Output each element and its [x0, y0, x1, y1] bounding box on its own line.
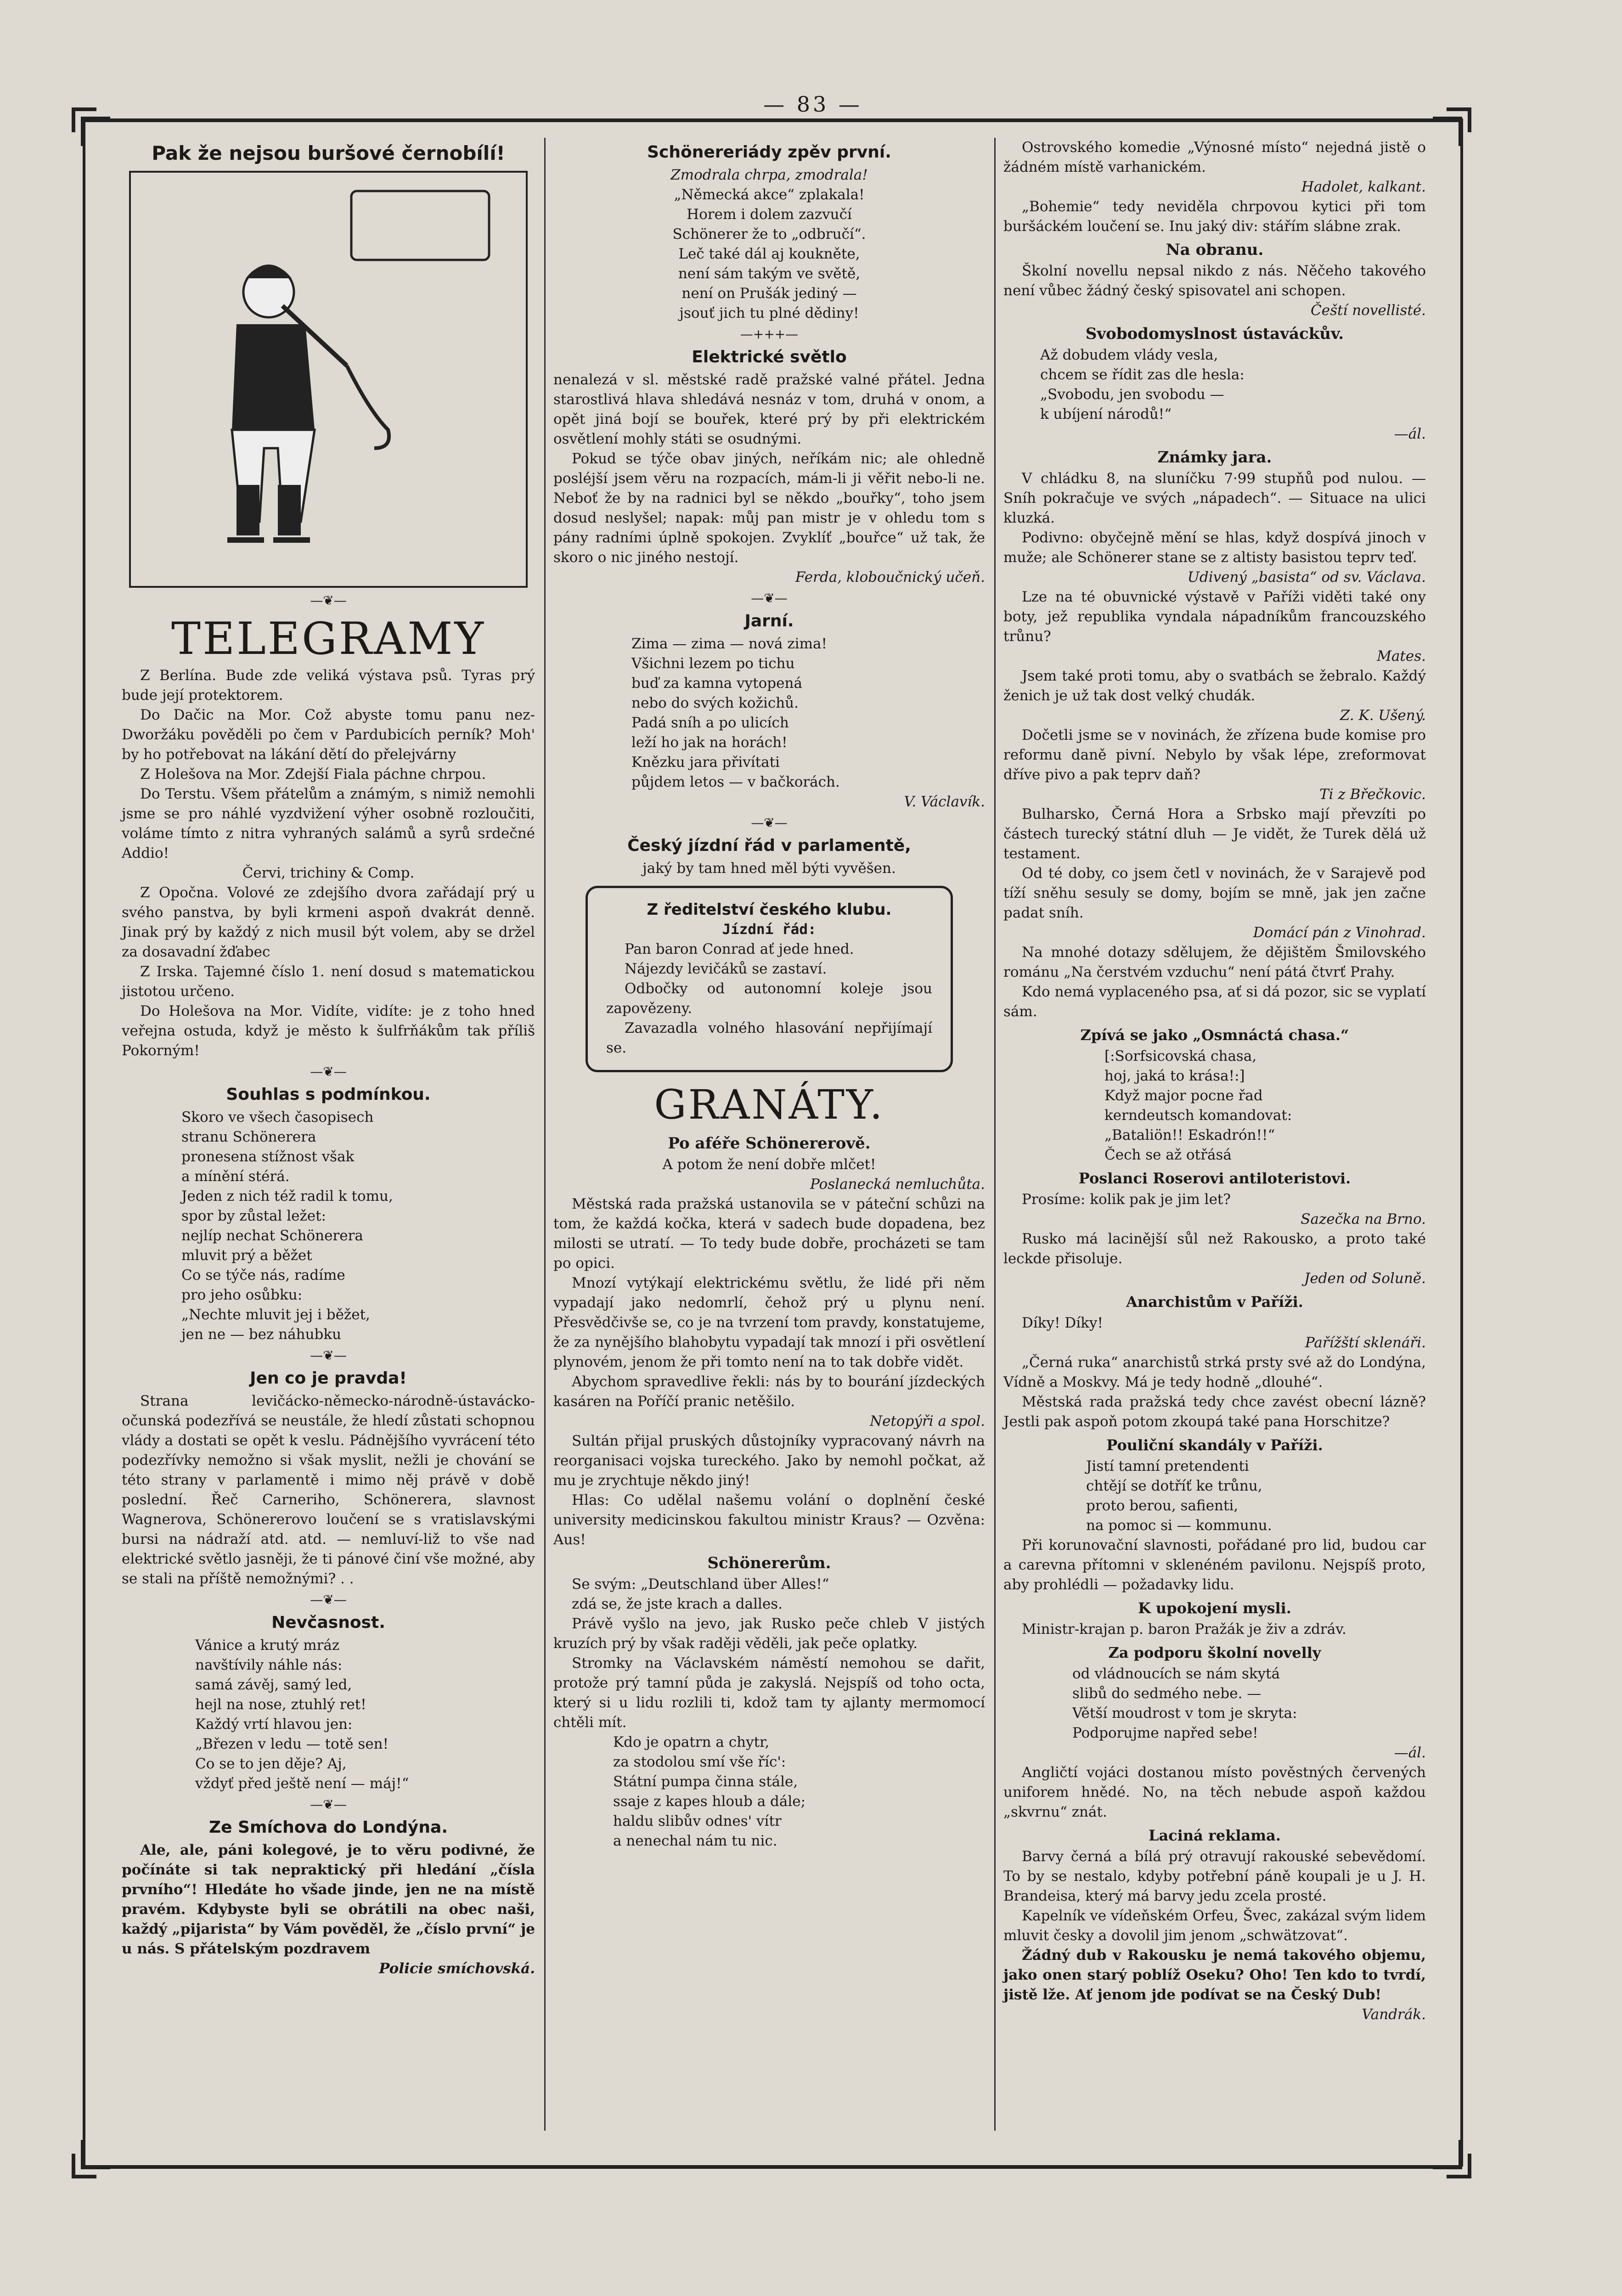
verse-line: na pomoc si — kommunu.: [1086, 1517, 1272, 1534]
telegram-item: Z Berlína. Bude zde veliká výstava psů. Tyras prý bude její protektorem.: [122, 667, 535, 703]
verse-line: „Nechte mluvit jej i běžet,: [181, 1306, 370, 1323]
reklama-paragraph: Žádný dub v Rakousku je nemá takového objemu, jako onen starý poblíž Oseku? Oho! Ten kdo to tvrdí, jistě lže. Ať jenom jde podívat se na Český Dub!: [1003, 1947, 1426, 2003]
ornament-divider: —❦—: [310, 1797, 347, 1812]
smichov-text: Ale, ale, páni kolegové, je to věru podivné, že počínáte si tak nepraktický při hledání „čísla prvního“! Hledáte ho všade jinde, jen ne na místě pravém. Kdybyste byli se obrátili na obec naši, každý „pijarista“ by Vám pověděl, že „číslo první“ je u nás. S přátelským pozdravem: [122, 1842, 535, 1957]
granaty-quote: A potom že není dobře mlčet!: [662, 1156, 876, 1173]
verse-line: Státní pumpa činna stále,: [613, 1773, 798, 1790]
intro-paragraph: Ostrovského komedie „Výnosné místo“ nejedná jistě o žádném místě varhanickém.: [1003, 139, 1426, 175]
verse-line: Knězku jara přivítati: [631, 754, 780, 771]
zebralo-signature: Z. K. Ušený.: [1340, 707, 1426, 724]
verse-line: za stodolou smí vše říc':: [613, 1754, 786, 1770]
cartoon-illustration: [129, 171, 528, 588]
ornament-divider: —❦—: [751, 815, 788, 830]
telegramy-heading: TELEGRAMY: [171, 613, 485, 664]
komise-signature: Ti z Břečkovic.: [1319, 786, 1426, 803]
ornament-divider: —❦—: [310, 1064, 347, 1079]
verse-line: haldu slibův odnes' vítr: [613, 1813, 782, 1829]
verse-line: od vládnoucích se nám skytá: [1072, 1666, 1280, 1682]
anarch-text: Díky! Díky!: [1022, 1315, 1103, 1331]
jarni-signature: V. Václavík.: [904, 793, 985, 810]
verse-line: Skoro ve všech časopisech: [181, 1109, 374, 1125]
granaty-paragraph: Mnozí vytýkají elektrickému světlu, že lidé při něm vypadají jako nedomrlí, čehož prý u plynu není. Přesvědčivše se, co je na tvrzení tom pravdy, konstatujeme, že za nynějšího blahobytu vypadají tak mnozí i při osvětlení plynovém, jenom že při tomto není na to tak dobře vidět.: [553, 1275, 985, 1370]
reklama-paragraph: Barvy černá a bílá prý otravují rakouské sebevědomí. To by se nestalo, kdyby potřební páně koupali je u J. H. Brandeisa, který má barvy jedu zcela prosté.: [1003, 1848, 1426, 1904]
verse-line: samá závěj, samý led,: [195, 1677, 352, 1693]
svetlo-signature: Ferda, kloboučnický učeň.: [795, 569, 985, 585]
granaty-subheading: Po aféře Schönererově.: [668, 1134, 871, 1153]
verse-line: Jeden z nich též radil k tomu,: [181, 1188, 393, 1204]
upokojeni-heading: K upokojení mysli.: [1138, 1599, 1291, 1617]
verse-line: Schönerer že to „odbručí“.: [672, 226, 866, 242]
verse-line: proto berou, safienti,: [1086, 1497, 1239, 1514]
ornament-divider: —❦—: [310, 1592, 347, 1607]
verse-line: Co se to jen děje? Aj,: [195, 1756, 347, 1772]
ornament-divider: —❦—: [310, 1348, 347, 1363]
flute-player-figure: [131, 173, 522, 582]
verse-line: není sám takým ve světě,: [678, 265, 861, 282]
column-2: [553, 138, 985, 1851]
souhlas-poem: [122, 1108, 535, 1345]
korunovace-paragraph: Při korunovační slavnosti, pořádané pro lid, budou car a carevna přítomni v sklenéném pavilonu. Nejspíš proto, aby prohlédli — požadavky lidu.: [1003, 1537, 1426, 1593]
telegram-item: Do Holešova na Mor. Vidíte, vidíte: je z toho hned veřejna ostuda, když je město k šulfrňákům tak příliš Pokorným!: [122, 1003, 535, 1059]
ornament-divider: —❦—: [751, 591, 788, 606]
verse-line: Se svým: „Deutschland über Alles!“: [572, 1576, 829, 1593]
novely-heading: Za podporu školní novelly: [1108, 1644, 1321, 1661]
svobod-poem: [1003, 345, 1426, 424]
intro-signature: Hadolet, kalkant.: [1301, 179, 1426, 195]
sul-signature: Jeden od Soluně.: [1304, 1270, 1426, 1287]
svetlo-text: Pokud se týče obav jiných, neříkám nic; ale ohledně posléjší jsem věru na rozpacích, mám-li ji věřit nebo-li ne. Neboť že by na radnici byl se někdo „bouřky“, toho jsem dosud neslyšel; napak: můj pan mistr je v ohledu tom s pány radními úplně spokojen. Zvyklíť „bouřce“ už tak, že skoro o nic jiného nestojí.: [553, 450, 985, 566]
telegram-item: Z Irska. Tajemné číslo 1. není dosud s matematickou jistotou určeno.: [122, 963, 535, 1000]
reklama-signature: Vandrák.: [1362, 2006, 1426, 2023]
corner-ornament-top-left: [69, 105, 110, 146]
verse-line: k ubíjení národů!“: [1040, 406, 1172, 422]
frame-left-border: [83, 118, 85, 2167]
ornament-divider: —+++—: [740, 326, 799, 342]
znamky-paragraph: Podivno: obyčejně mění se hlas, když dospívá jinoch v muže; ale Schönerer stane se z altisty basistou teprv teď.: [1003, 529, 1426, 566]
poslanci-text: Prosíme: kolik pak je jim let?: [1022, 1191, 1231, 1208]
anarch-heading: Anarchistům v Paříži.: [1126, 1293, 1303, 1311]
verse-line: navštívily náhle nás:: [195, 1657, 343, 1673]
verse-line: zdá se, že jste krach a dalles.: [572, 1596, 783, 1612]
box-subtitle: Jízdní řád:: [722, 921, 817, 938]
box-title: Z ředitelství českého klubu.: [647, 900, 892, 919]
verse-line: půjdem letos — v bačkorách.: [631, 774, 840, 790]
sul-paragraph: Rusko má lacinější sůl než Rakousko, a proto také leckde přisoluje.: [1003, 1231, 1426, 1267]
lazne-paragraph: Městská rada pražská tedy chce zavést obecní lázně? Jestli pak aspoň potom zkoupá také pana Horschitze?: [1003, 1394, 1426, 1430]
svetlo-heading: Elektrické světlo: [692, 348, 847, 366]
smichov-heading: Ze Smíchova do Londýna.: [209, 1818, 448, 1837]
znamky-heading: Známky jara.: [1157, 448, 1272, 467]
verse-line: Když major pocne řad: [1104, 1087, 1263, 1104]
paris-paragraph: Lze na té obuvnické výstavě v Paříži viděti také ony boty, jež republika vyndala nápadníkům francouzského trůnu?: [1003, 589, 1426, 645]
ruka-paragraph: „Černá ruka“ anarchistů strká prsty své až do Londýna, Vídně a Moskvy. Má je tedy hodně „dlouhé“.: [1003, 1354, 1426, 1390]
frame-top-border: [83, 118, 1460, 122]
zpev-heading: Schönereriády zpěv první.: [647, 143, 891, 162]
granaty-paragraph: Abychom spravedlive řekli: nás by to bourání jízdeckých kasáren na Poříčí pranic netěšilo.: [553, 1373, 985, 1410]
novely-poem: [1003, 1664, 1426, 1743]
verse-line: Leč také dál aj koukněte,: [678, 246, 860, 262]
verse-line: Padá sníh a po ulicích: [631, 715, 789, 731]
box-line: Pan baron Conrad ať jede hned.: [625, 941, 854, 957]
obrana-heading: Na obranu.: [1166, 241, 1264, 259]
komise-paragraph: Dočetli jsme se v novinách, že zřízena bude komise pro reformu daně pivní. Nebylo by však lépe, zreformovat dříve pivo a pak teprv daň?: [1003, 727, 1426, 783]
verse-line: stranu Schönerera: [181, 1129, 316, 1145]
verse-line: Podporujme napřed sebe!: [1072, 1725, 1258, 1741]
corner-ornament-top-right: [1433, 105, 1474, 146]
verse-line: není on Prušák jediný —: [681, 285, 857, 302]
verse-line: chcem se řídit zas dle hesla:: [1040, 366, 1245, 383]
verse-line: Všichni lezem po tichu: [631, 655, 795, 672]
nevcasnost-poem: [122, 1636, 535, 1794]
verse-line: Kdo je opatrn a chytr,: [613, 1734, 770, 1750]
verse-line: Čech se až otřásá: [1104, 1147, 1232, 1163]
frame-right-border: [1460, 118, 1463, 2167]
verse-line: leží ho jak na horách!: [631, 734, 788, 751]
verse-line: mluvit prý a běžet: [181, 1247, 312, 1264]
verse-line: vždyť před ještě není — máj!“: [195, 1775, 409, 1792]
verse-line: spor by zůstal ležet:: [181, 1208, 327, 1224]
poslanci-heading: Poslanci Roserovi antiloteristovi.: [1078, 1170, 1351, 1187]
sarajevo-signature: Domácí pán z Vinohrad.: [1253, 924, 1426, 941]
verse-line: pro jeho osůbku:: [181, 1287, 303, 1303]
granaty-paragraph: Městská rada pražská ustanovila se v páteční schůzi na tom, že každá kočka, která v sadech bude dopadena, bez milosti se utratí. — To tedy bude dobře, procházeti se tam po opici.: [553, 1196, 985, 1272]
verse-line: jsouť jich tu plné dědiny!: [679, 305, 859, 321]
verse-line: nejlíp nechat Schönerera: [181, 1227, 363, 1244]
box-line: Zavazadla volného hlasování nepřijímají se.: [606, 1020, 932, 1056]
column-3: [1003, 138, 1426, 2025]
pravda-heading: Jen co je pravda!: [250, 1369, 407, 1388]
zpev-poem: [553, 165, 985, 323]
sarajevo-paragraph: Od té doby, co jsem četl v novinách, že v Sarajevě pod tíží sněhu sesuly se domy, bojím se mně, jak jen začne padat sníh.: [1003, 865, 1426, 921]
page-number: — 83 —: [763, 92, 862, 117]
telegram-item: Z Opočna. Volové ze zdejšího dvora zařádají prý u svého panstva, by byli krmeni aspoň dvakrát denně. Jinak prý by každý z nich musil být volem, aby se držel za dosavadní žďabec: [122, 884, 535, 960]
verse-line: buď za kamna vytopená: [631, 675, 802, 692]
zebralo-paragraph: Jsem také proti tomu, aby o svatbách se žebralo. Každý ženich je už tak dost velký chudák.: [1003, 668, 1426, 704]
angl-paragraph: Angličtí vojáci dostanou místo pověstných červených uniforem hnědé. No, na těch nebude aspoň každou „skvrnu“ znát.: [1003, 1764, 1426, 1820]
skandaly-heading: Pouliční skandály v Paříži.: [1106, 1436, 1323, 1454]
novely-signature: —ál.: [1394, 1745, 1426, 1761]
intro-paragraph: „Bohemie“ tedy neviděla chrpovou kytici při tom buršáckém loučení se. Inu jaký div: stářím slábne zrak.: [1003, 198, 1426, 235]
verse-line: Jistí tamní pretendenti: [1086, 1458, 1249, 1474]
souhlas-heading: Souhlas s podmínkou.: [226, 1085, 431, 1104]
verse-line: Každý vrtí hlavou jen:: [195, 1716, 353, 1733]
skandaly-poem: [1003, 1457, 1426, 1536]
verse-line: Větší moudrost v tom je skryta:: [1072, 1705, 1297, 1722]
verse-line: „Bataliön!! Eskadrón!!“: [1104, 1127, 1275, 1143]
reklama-heading: Laciná reklama.: [1148, 1827, 1281, 1844]
verse-line: slibů do sedmého nebe. —: [1072, 1685, 1262, 1702]
schonererum-heading: Schönererům.: [707, 1554, 831, 1572]
rad-heading: Český jízdní řád v parlamentě,: [627, 836, 911, 855]
nevcasnost-heading: Nevčasnost.: [271, 1613, 385, 1632]
rusko-paragraph: Právě vyšlo na jevo, jak Rusko peče chleb V jistých kruzích prý by však raději věděli, jak peče oplatky.: [553, 1615, 985, 1652]
smichov-signature: Policie smíchovská.: [379, 1960, 535, 1977]
granaty-heading: GRANÁTY.: [654, 1081, 884, 1128]
reklama-paragraph: Kapelník ve vídeňském Orfeu, Švec, zakázal svým lidem mluvit česky a dovolil jim jenom „schwätzovat“.: [1003, 1908, 1426, 1944]
frame-bottom-border: [83, 2165, 1460, 2169]
upokojeni-text: Ministr-krajan p. baron Pražák je živ a zdráv.: [1022, 1621, 1346, 1638]
telegram-item: Do Terstu. Všem přátelům a známým, s nimiž nemohli jsme se pro náhlé vyzdvižení výher osobně rozloučiti, voláme tímto z nitra vyhraných salámů a syrů srdečné Addio!: [122, 786, 535, 861]
granaty-paragraph: Sultán přijal pruských důstojníky vypracovaný návrh na reorganisaci vojska tureckého. Jako by nemohl počkat, až mu je zrychtuje někdo jiný!: [553, 1433, 985, 1489]
column-rule-2: [994, 138, 996, 2131]
obrana-signature: Čeští novellisté.: [1311, 302, 1426, 319]
svobod-heading: Svobodomyslnost ústaváckův.: [1085, 325, 1344, 343]
verse-line: „Německá akce“ zplakala!: [674, 186, 865, 203]
box-line: Odbočky od autonomní koleje jsou zapovězeny.: [606, 980, 932, 1017]
granaty-paragraph: Hlas: Co udělal našemu volání o doplnění české university medicinskou fakultou ministr Kraus? — Ozvěna: Aus!: [553, 1492, 985, 1548]
telegram-item: Z Holešova na Mor. Zdejší Fiala páchne chrpou.: [140, 766, 486, 782]
verse-line: a mínění stérá.: [181, 1168, 290, 1185]
chasa-heading: Zpívá se jako „Osmnáctá chasa.“: [1080, 1026, 1349, 1044]
verse-line: Až dobudem vlády vesla,: [1040, 347, 1218, 363]
verse-line: ssaje z kapes hloub a dále;: [613, 1793, 806, 1810]
verse-line: nebo do svých kožichů.: [631, 695, 799, 711]
telegram-item: Červi, trichiny & Comp.: [242, 865, 415, 881]
rusko-paragraph: Stromky na Václavském náměstí nemohou se dařit, protože prý tamní půda je zakyslá. Nejspíš od toho octa, který si u lidu rozlili ti, kdož tam ty ajlanty mermomocí chtěli mít.: [553, 1655, 985, 1731]
verse-line: Zmodrala chrpa, zmodrala!: [670, 167, 868, 183]
verse-line: Zima — zima — nová zima!: [631, 636, 827, 652]
corner-ornament-bottom-left: [69, 2140, 110, 2181]
verse-line: a nenechal nám tu nic.: [613, 1833, 777, 1849]
poslanci-signature: Sazečka na Brno.: [1301, 1211, 1426, 1227]
granaty-quote-signature: Poslanecká nemluchůta.: [810, 1176, 985, 1193]
svetlo-text: nenalezá v sl. městské radě pražské valné přátel. Jedna starostlivá hlava shledává nesnáz v tom, druhá v onom, a opět jiná bojí se bouřek, které prý by při elektrickém osvětlení mohly státi se osudnými.: [553, 371, 985, 447]
verse-line: hejl na nose, ztuhlý ret!: [195, 1696, 366, 1713]
jarni-heading: Jarní.: [744, 612, 794, 630]
anarch-signature: Pařížští sklenáři.: [1305, 1334, 1426, 1351]
pravda-text: Strana levičácko-německo-národně-ústavácko-očunská podezřívá se neustále, že hledí zůstati schopnou vlády a dostati se opět k veslu. Pádnějšího vyvrácení této podezřívky nemožno si však myslit, nežli je chování se této strany v parlamentě i mimo něj právě v době poslední. Řeč Carneriho, Schönerera, slavnost Wagnerova, Schönererovo loučení se s vratislavskými bursi na nádraží atd. atd. — nemluví-liž to vše nad elektrické světlo jasněji, že ti pánové činí vše možné, aby se stali na příště nemožnými? . .: [122, 1393, 535, 1587]
verse-line: „Svobodu, jen svobodu —: [1040, 386, 1224, 403]
znamky-paragraph: V chládku 8, na sluníčku 7·99 stupňů pod nulou. — Sníh pokračuje ve svých „nápadech“. — Situace na ulici kluzká.: [1003, 470, 1426, 526]
verse-line: jen ne — bez náhubku: [181, 1326, 342, 1343]
rad-subheading: jaký by tam hned měl býti vyvěšen.: [642, 860, 896, 877]
telegram-item: Do Dačic na Mor. Což abyste tomu panu nez-Dworžáku pověděli po čem v Pardubicích perník? Moh' by ho potřebovat na lákání dětí do přelejvárny: [122, 707, 535, 763]
verse-line: chtějí se dotříť ke trůnu,: [1086, 1478, 1262, 1494]
paris-signature: Mates.: [1377, 648, 1426, 664]
corner-ornament-bottom-right: [1433, 2140, 1474, 2181]
verse-line: pronesena stížnost však: [181, 1148, 355, 1165]
verse-line: „Březen v ledu — totě sen!: [195, 1736, 389, 1752]
verse-line: Vánice a krutý mráz: [195, 1637, 340, 1654]
znamky-signature: Udivený „basista“ od sv. Václava.: [1187, 569, 1426, 585]
bulhar-paragraph: Bulharsko, Černá Hora a Srbsko mají převzíti po částech turecký státní dluh — Je vidět, že Turek dělá už testament.: [1003, 806, 1426, 862]
jizdni-rad-box: [586, 886, 953, 1072]
chasa-poem: [1003, 1047, 1426, 1165]
svobod-signature: —ál.: [1394, 426, 1426, 442]
verse-line: hoj, jaká to krása!:]: [1104, 1068, 1245, 1084]
verse-line: kerndeutsch komandovat:: [1104, 1107, 1292, 1124]
granaty-signature: Netopýři a spol.: [869, 1413, 985, 1429]
dotazy-paragraph: Na mnohé dotazy sdělujem, že dějištěm Šmilovského románu „Na čerstvém vzduchu“ není pátá čtvrť Prahy.: [1003, 944, 1426, 980]
pes-paragraph: Kdo nemá vyplaceného psa, ať si dá pozor, sic se vyplatí sám.: [1003, 984, 1426, 1020]
column-1: [122, 138, 535, 1979]
verse-line: [:Sorfsicovská chasa,: [1104, 1048, 1257, 1064]
column-rule-1: [544, 138, 546, 2131]
final-poem: [553, 1733, 985, 1851]
obrana-text: Školní novellu nepsal nikdo z nás. Něčeho takového není vůbec žádný český spisovatel ani schopen.: [1003, 263, 1426, 299]
jarni-poem: [553, 634, 985, 792]
verse-line: Horem i dolem zazvučí: [687, 206, 852, 223]
box-line: Nájezdy levičáků se zastaví.: [625, 961, 827, 977]
cartoon-title: Pak že nejsou buršové černobílí!: [152, 142, 505, 164]
ornament-divider: —❦—: [310, 593, 347, 608]
verse-line: Co se týče nás, radíme: [181, 1267, 345, 1283]
